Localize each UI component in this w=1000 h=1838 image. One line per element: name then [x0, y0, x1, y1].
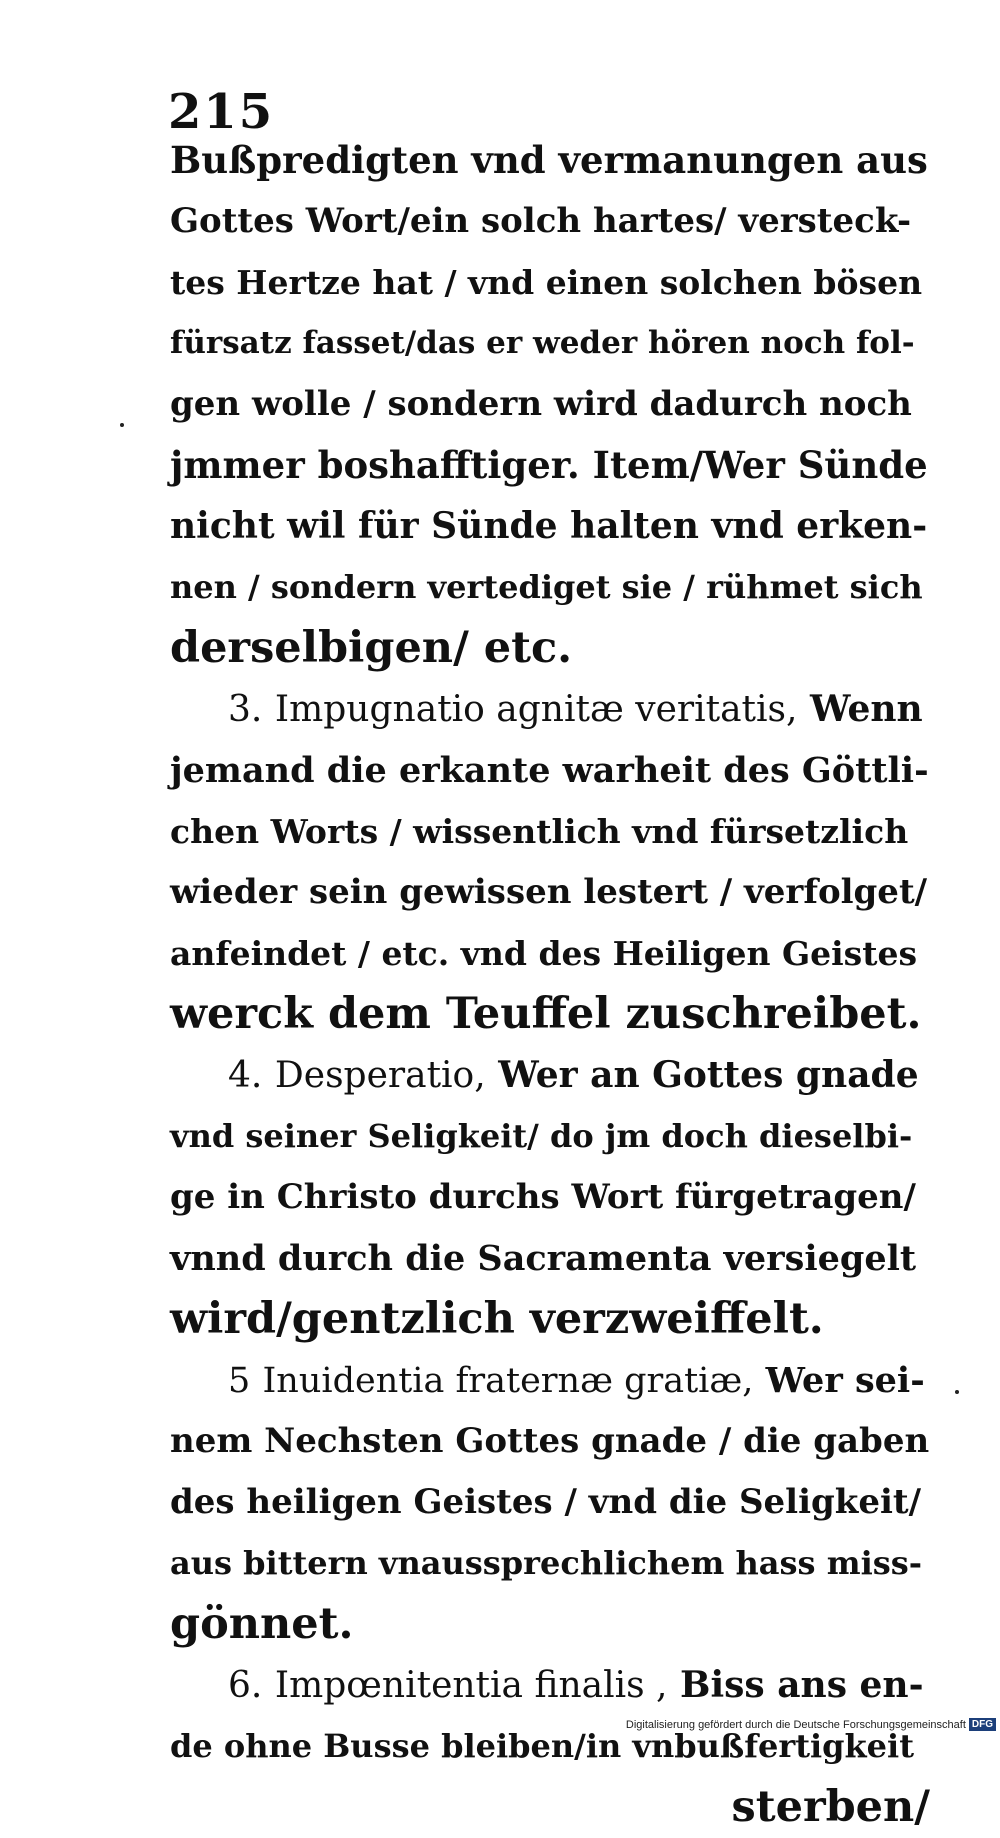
- item-number: 6.: [228, 1665, 263, 1706]
- text-line: jmmer boshafftiger. Item/Wer Sünde: [170, 443, 928, 487]
- text-line: werck dem Teuffel zuschreibet.: [170, 989, 922, 1039]
- text-line: de ohne Busse bleiben/in vnbußfertigkeit: [170, 1727, 914, 1765]
- text-line: wieder sein gewissen lestert / verfolget/: [170, 872, 928, 912]
- text-line: gönnet.: [170, 1599, 354, 1649]
- print-speck: [120, 423, 124, 427]
- text-line: gen wolle / sondern wird dadurch noch: [170, 384, 912, 424]
- text-line: vnnd durch die Sacramenta versiegelt: [170, 1238, 917, 1279]
- text-line: des heiligen Geistes / vnd die Seligkeit/: [170, 1482, 922, 1522]
- item-number: 4.: [228, 1055, 263, 1096]
- text-line: vnd seiner Seligkeit/ do jm doch dieselbi-: [170, 1117, 913, 1155]
- dfg-logo: DFG: [969, 1718, 996, 1731]
- text-line: nen / sondern vertediget sie / rühmet sich: [170, 568, 923, 606]
- page-number: 215: [168, 84, 275, 140]
- item-text: Wer sei-: [765, 1360, 925, 1401]
- item-text: Wer an Gottes gnade: [498, 1054, 919, 1096]
- item-text: Wenn: [809, 688, 923, 730]
- text-line: Bußpredigten vnd vermanungen aus: [170, 138, 928, 182]
- item-6-heading: [170, 1655, 930, 1716]
- text-line: chen Worts / wissentlich vnd fürsetzlich: [170, 812, 909, 851]
- text-line: wird/gentzlich verzweiffelt.: [170, 1294, 824, 1344]
- text-line: anfeindet / etc. vnd des Heiligen Geistes: [170, 934, 918, 973]
- text-line: fürsatz fasset/das er weder hören noch fol-: [170, 325, 915, 361]
- text-line: derselbigen/ etc.: [170, 623, 573, 673]
- latin-term: Desperatio,: [274, 1055, 486, 1096]
- latin-term: Inuidentia fraternæ gratiæ,: [262, 1361, 754, 1401]
- credit-text: Digitalisierung gefördert durch die Deutsche Forschungsgemeinschaft: [625, 1718, 966, 1731]
- digitization-credit: [626, 1718, 996, 1731]
- text-line: nicht wil für Sünde halten vnd erken-: [170, 505, 928, 547]
- item-3-heading: [170, 679, 930, 740]
- latin-term: Impugnatio agnitæ veritatis,: [274, 689, 798, 730]
- text-line: tes Hertze hat / vnd einen solchen bösen: [170, 263, 923, 302]
- print-speck: [955, 1390, 959, 1394]
- item-text: Biss ans en-: [680, 1664, 924, 1706]
- text-line: Gottes Wort/ein solch hartes/ versteck-: [170, 201, 912, 241]
- text-line: nem Nechsten Gottes gnade / die gaben: [170, 1421, 930, 1461]
- item-5-heading: [170, 1350, 930, 1411]
- text-line: ge in Christo durchs Wort fürgetragen/: [170, 1177, 916, 1217]
- item-number: 3.: [228, 689, 263, 730]
- latin-term: Impœnitentia finalis ,: [274, 1665, 668, 1706]
- item-4-heading: [170, 1045, 930, 1106]
- catchword: sterben/: [731, 1782, 930, 1832]
- text-line: aus bittern vnaussprechlichem hass miss-: [170, 1544, 923, 1582]
- text-line: jemand die erkante warheit des Göttli-: [170, 750, 929, 791]
- item-number: 5: [228, 1361, 251, 1401]
- text-block: [170, 130, 930, 1838]
